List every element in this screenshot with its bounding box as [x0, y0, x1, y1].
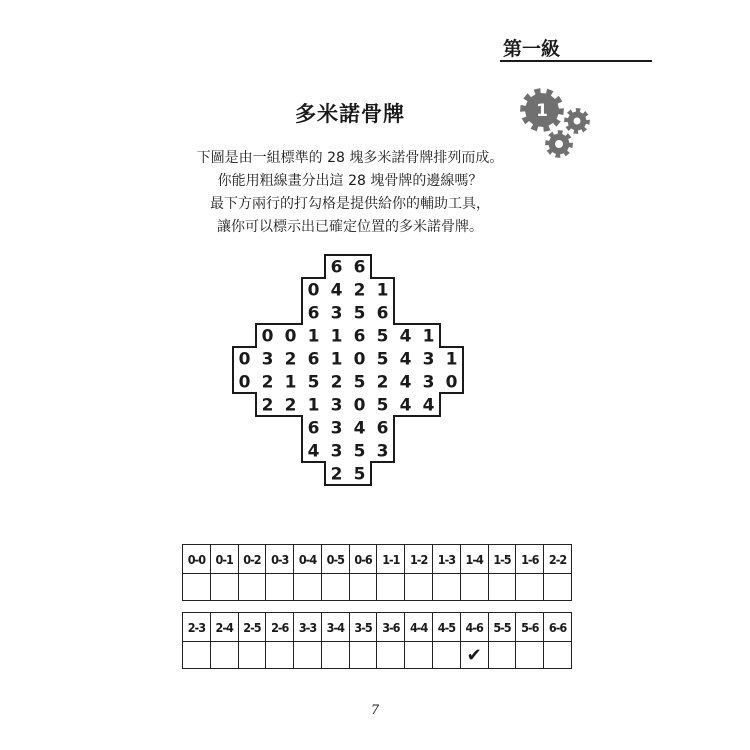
tally-label-2-3: 2-3 [183, 613, 211, 642]
tally-label-4-4: 4-4 [405, 613, 433, 642]
grid-digit: 0 [238, 349, 251, 370]
tally-label-0-1: 0-1 [210, 545, 238, 574]
tally-cell[interactable] [405, 574, 433, 601]
grid-digit: 6 [376, 303, 389, 324]
tally-label-1-6: 1-6 [516, 545, 544, 574]
grid-digit: 2 [261, 372, 274, 393]
tally-label-5-5: 5-5 [488, 613, 516, 642]
grid-digit: 1 [376, 280, 389, 301]
tally-cell[interactable] [183, 642, 211, 669]
tally-cell[interactable] [488, 574, 516, 601]
instruction-line: 下圖是由一組標準的 28 塊多米諾骨牌排列而成。 [196, 150, 504, 166]
tally-cell[interactable] [210, 642, 238, 669]
instruction-line: 你能用粗線畫分出這 28 塊骨牌的邊線嗎？ [217, 173, 483, 189]
tally-label-3-5: 3-5 [349, 613, 377, 642]
grid-digit: 5 [307, 372, 320, 393]
tally-cell[interactable] [405, 642, 433, 669]
grid-digits [239, 258, 458, 485]
tally-label-3-6: 3-6 [377, 613, 405, 642]
grid-outline [233, 255, 463, 485]
tally-label-0-2: 0-2 [238, 545, 266, 574]
grid-digit: 4 [399, 326, 412, 347]
grid-digit: 3 [330, 418, 343, 439]
tally-label-3-4: 3-4 [321, 613, 349, 642]
tally-cell[interactable] [349, 642, 377, 669]
grid-digit: 0 [284, 326, 297, 347]
grid-digit: 3 [330, 441, 343, 462]
tally-label-3-3: 3-3 [294, 613, 322, 642]
grid-digit: 1 [284, 372, 297, 393]
tally-label-0-5: 0-5 [321, 545, 349, 574]
tally-label-1-4: 1-4 [460, 545, 488, 574]
tally-header-row [183, 613, 572, 642]
tally-label-4-5: 4-5 [433, 613, 461, 642]
tally-cell[interactable] [488, 642, 516, 669]
tally-cell[interactable] [460, 574, 488, 601]
instruction-line: 最下方兩行的打勾格是提供給你的輔助工具， [210, 196, 490, 212]
tally-label-1-2: 1-2 [405, 545, 433, 574]
grid-digit: 1 [330, 349, 343, 370]
grid-digit: 5 [376, 349, 389, 370]
tally-label-2-6: 2-6 [266, 613, 294, 642]
grid-digit: 2 [330, 464, 343, 485]
grid-digit: 4 [353, 418, 366, 439]
tally-cell[interactable] [433, 574, 461, 601]
tally-label-2-2: 2-2 [544, 545, 572, 574]
tally-cell[interactable] [377, 574, 405, 601]
grid-digit: 5 [376, 395, 389, 416]
grid-digit: 3 [422, 372, 435, 393]
grid-digit: 1 [422, 326, 435, 347]
tally-cell[interactable] [294, 642, 322, 669]
tally-label-2-4: 2-4 [210, 613, 238, 642]
grid-digit: 2 [330, 372, 343, 393]
tally-cell[interactable] [294, 574, 322, 601]
tally-label-4-6: 4-6 [460, 613, 488, 642]
tally-label-0-6: 0-6 [349, 545, 377, 574]
grid-digit: 3 [422, 349, 435, 370]
grid-digit: 2 [284, 349, 297, 370]
grid-digit: 4 [422, 395, 435, 416]
grid-digit: 4 [330, 280, 343, 301]
tally-cell[interactable] [516, 642, 544, 669]
tally-label-0-0: 0-0 [183, 545, 211, 574]
grid-digit: 2 [353, 280, 366, 301]
tally-label-1-1: 1-1 [377, 545, 405, 574]
grid-digit: 5 [353, 464, 366, 485]
tally-cell[interactable] [266, 642, 294, 669]
grid-digit: 6 [307, 349, 320, 370]
tally-table-1 [182, 544, 572, 601]
tally-cell[interactable] [238, 642, 266, 669]
grid-digit: 1 [330, 326, 343, 347]
tally-cell[interactable] [321, 642, 349, 669]
badge-number: 1 [536, 101, 548, 121]
tally-cell[interactable] [238, 574, 266, 601]
grid-digit: 4 [399, 372, 412, 393]
tally-label-1-5: 1-5 [488, 545, 516, 574]
grid-digit: 2 [284, 395, 297, 416]
grid-digit: 4 [307, 441, 320, 462]
tally-cell-checked[interactable]: ✔ [460, 642, 488, 669]
tally-label-1-3: 1-3 [433, 545, 461, 574]
grid-digit: 6 [353, 326, 366, 347]
tally-cell[interactable] [433, 642, 461, 669]
grid-digit: 0 [307, 280, 320, 301]
grid-digit: 1 [307, 395, 320, 416]
grid-digit: 5 [353, 372, 366, 393]
grid-digit: 6 [330, 257, 343, 278]
grid-digit: 1 [307, 326, 320, 347]
page-title: 多米諾骨牌 [295, 102, 405, 126]
tally-cell[interactable] [321, 574, 349, 601]
tally-header-row [183, 545, 572, 574]
grid-digit: 2 [261, 395, 274, 416]
grid-digit: 0 [445, 372, 458, 393]
grid-digit: 3 [261, 349, 274, 370]
grid-digit: 4 [399, 349, 412, 370]
grid-digit: 5 [353, 441, 366, 462]
page-number: 7 [370, 703, 380, 718]
grid-digit: 0 [261, 326, 274, 347]
grid-digit: 6 [353, 257, 366, 278]
grid-digit: 0 [353, 395, 366, 416]
tally-cell[interactable] [544, 642, 572, 669]
grid-digit: 4 [399, 395, 412, 416]
level-label: 第一級 [503, 38, 561, 60]
grid-digit: 6 [307, 418, 320, 439]
tally-label-0-4: 0-4 [294, 545, 322, 574]
tally-cell[interactable] [183, 574, 211, 601]
instruction-line: 讓你可以標示出已確定位置的多米諾骨牌。 [217, 219, 483, 235]
tally-label-0-3: 0-3 [266, 545, 294, 574]
tally-cell[interactable] [349, 574, 377, 601]
grid-digit: 1 [445, 349, 458, 370]
tally-table-2 [182, 612, 572, 669]
grid-digit: 0 [353, 349, 366, 370]
tally-label-5-6: 5-6 [516, 613, 544, 642]
grid-digit: 2 [376, 372, 389, 393]
grid-digit: 6 [307, 303, 320, 324]
grid-digit: 3 [330, 303, 343, 324]
tally-cell[interactable] [544, 574, 572, 601]
grid-digit: 6 [376, 418, 389, 439]
tally-cell[interactable] [210, 574, 238, 601]
grid-digit: 5 [376, 326, 389, 347]
grid-digit: 0 [238, 372, 251, 393]
tally-label-6-6: 6-6 [544, 613, 572, 642]
tally-check-row [183, 642, 572, 669]
tally-check-row [183, 574, 572, 601]
tally-cell[interactable] [266, 574, 294, 601]
grid-digit: 3 [330, 395, 343, 416]
grid-digit: 5 [353, 303, 366, 324]
tally-label-2-5: 2-5 [238, 613, 266, 642]
tally-cell[interactable] [377, 642, 405, 669]
tally-cell[interactable] [516, 574, 544, 601]
grid-digit: 3 [376, 441, 389, 462]
